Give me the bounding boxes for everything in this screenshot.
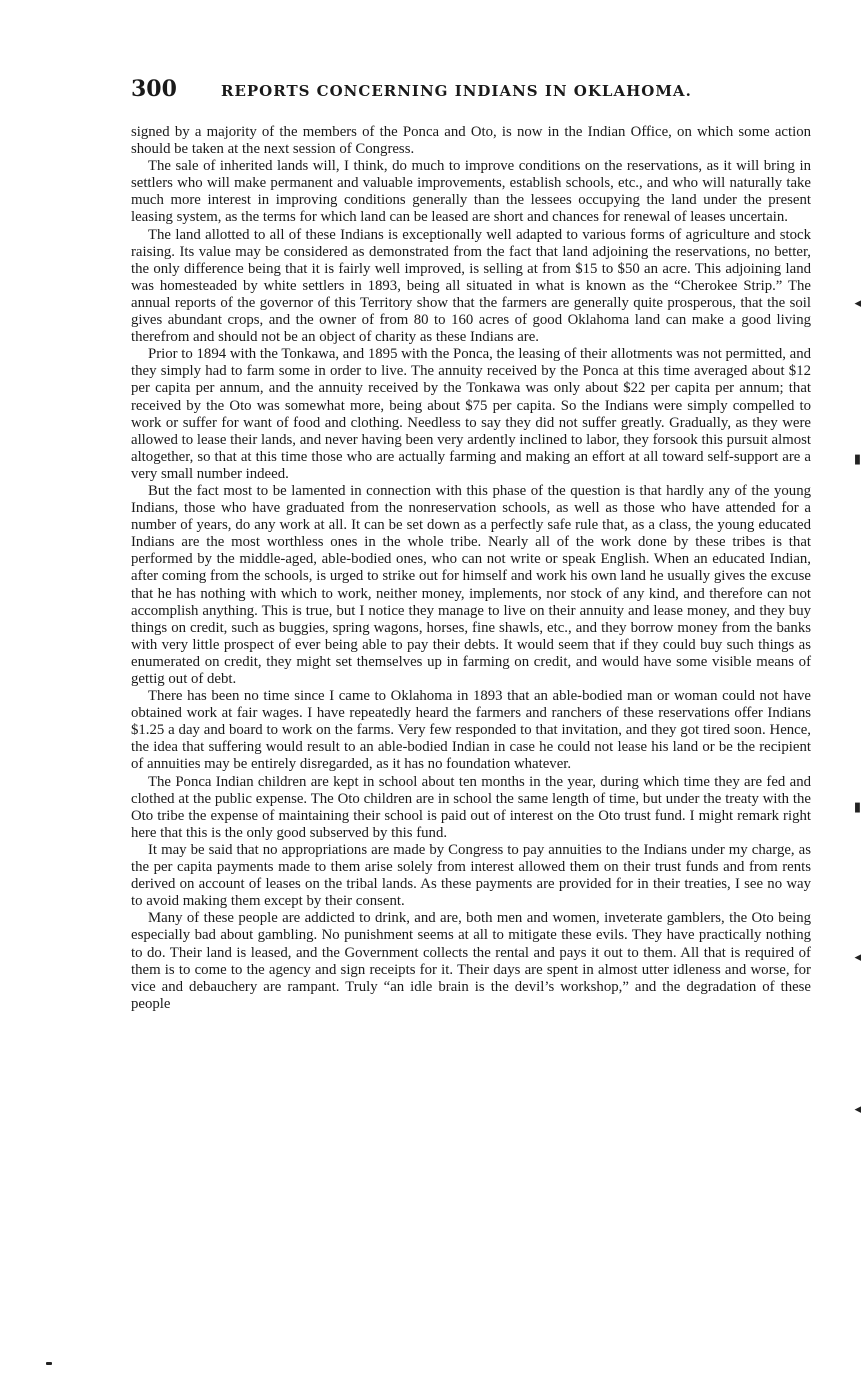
scan-artifact — [46, 1362, 52, 1365]
document-body — [131, 124, 811, 1013]
scan-artifact: ◂ — [854, 950, 861, 965]
document-page — [131, 76, 811, 1013]
paragraph: The Ponca Indian children are kept in school about ten months in the year, during which time they are fed and clothed at the public expense. The Oto children are in school the same length of time, but under the treaty with the Oto tribe the expense of maintaining their school is paid out of interest on the Oto trust fund. I might remark right here that this is the only good subserved by this fund. — [131, 773, 811, 841]
page-number: 300 — [131, 76, 177, 102]
page-header — [131, 76, 811, 110]
paragraph: It may be said that no appropriations are made by Congress to pay annuities to the Indians under my charge, as the per capita payments made to them arise solely from interest allowed them on their trust funds and from rents derived on account of leases on the tribal lands. As these payments are provided for in their treaties, I see no way to avoid making them except by their consent. — [131, 841, 811, 910]
paragraph: The land allotted to all of these Indians is exceptionally well adapted to various forms of agriculture and stock raising. Its value may be considered as demonstrated from the fact that land adjoining the reservations, no better, the only difference being that it is fairly well improved, is selling at from $15 to $50 an acre. This adjoining land was homesteaded by white settlers in 1893, being all situated in what is known as the “Cherokee Strip.” The annual reports of the governor of this Territory show that the farmers are generally quite prosperous, that the soil gives abundant crops, and the owner of from 80 to 160 acres of good Oklahoma land can make a good living therefrom and should not be an object of charity as these Indians are. — [131, 226, 811, 346]
paragraph: There has been no time since I came to Oklahoma in 1893 that an able-bodied man or woman could not have obtained work at fair wages. I have repeatedly heard the farmers and ranchers of these reservations offer Indians $1.25 a day and board to work on the farms. Very few responded to that invitation, and they got tired soon. Hence, the idea that suffering would result to an able-bodied Indian in case he could not lease his land or be the recipient of annuities may be entirely disregarded, as it has no foundation whatever. — [131, 688, 811, 773]
paragraph: But the fact most to be lamented in connection with this phase of the question is that hardly any of the young Indians, those who have graduated from the nonreservation schools, as well as those who have attended for a number of years, do any work at all. It can be set down as a perfectly safe rule that, as a class, the young educated Indians are the most worthless ones in the whole tribe. Nearly all of the work done by these tribes is that performed by the middle-aged, able-bodied ones, who can not write or speak English. When an educated Indian, after coming from the schools, is urged to strike out for himself and work his own land he usually gives the excuse that he has nothing with which to work, neither money, implements, nor stock of any kind, and therefore can not accomplish anything. This is true, but I notice they manage to live on their annuity and lease money, and they buy things on credit, such as buggies, spring wagons, horses, fine shawls, etc., and they borrow money from the banks with very little prospect of ever being able to pay their debts. It would seem that if they could buy such things as enumerated on credit, they might set themselves up in farming on credit, and would have some visible means of gettig out of debt. — [131, 482, 811, 687]
scan-artifact: ◂ — [854, 296, 861, 311]
scan-artifact: ▮ — [853, 800, 861, 815]
scan-artifact: ◂ — [854, 1102, 861, 1117]
scan-artifact: ▮ — [853, 452, 861, 467]
paragraph: signed by a majority of the members of the Ponca and Oto, is now in the Indian Office, on which some action should be taken at the next session of Congress. — [131, 124, 811, 158]
paragraph: Many of these people are addicted to drink, and are, both men and women, inveterate gamblers, the Oto being especially bad about gambling. No punishment seems at all to mitigate these evils. They have practically nothing to do. Their land is leased, and the Government collects the rental and pays it out to them. All that is required of them is to come to the agency and sign receipts for it. Their days are spent in almost utter idleness and worse, for vice and debauchery are rampant. Truly “an idle brain is the devil’s workshop,” and the degradation of these people — [131, 910, 811, 1012]
paragraph: Prior to 1894 with the Tonkawa, and 1895 with the Ponca, the leasing of their allotments was not permitted, and they simply had to farm some in order to live. The annuity received by the Ponca at this time averaged about $12 per capita per annum, and the annuity received by the Tonkawa was only about $22 per capita per annum; that received by the Oto was somewhat more, being about $75 per capita. So the Indians were simply compelled to work or suffer for want of food and clothing. Needless to say they did not suffer greatly. Gradually, as they were allowed to lease their lands, and never having been very ardently inclined to labor, they forsook this pursuit almost altogether, so that at this time those who are actually farming and making an effort at all toward self-support are a very small number indeed. — [131, 346, 811, 482]
running-head: REPORTS CONCERNING INDIANS IN OKLAHOMA. — [221, 82, 692, 100]
paragraph: The sale of inherited lands will, I think, do much to improve conditions on the reservations, as it will bring in settlers who will make permanent and valuable improvements, establish schools, etc., and who will naturally take much more interest in improving conditions generally than the lessees occupying the land under the present leasing system, as the terms for which land can be leased are short and chances for renewal of leases uncertain. — [131, 158, 811, 226]
